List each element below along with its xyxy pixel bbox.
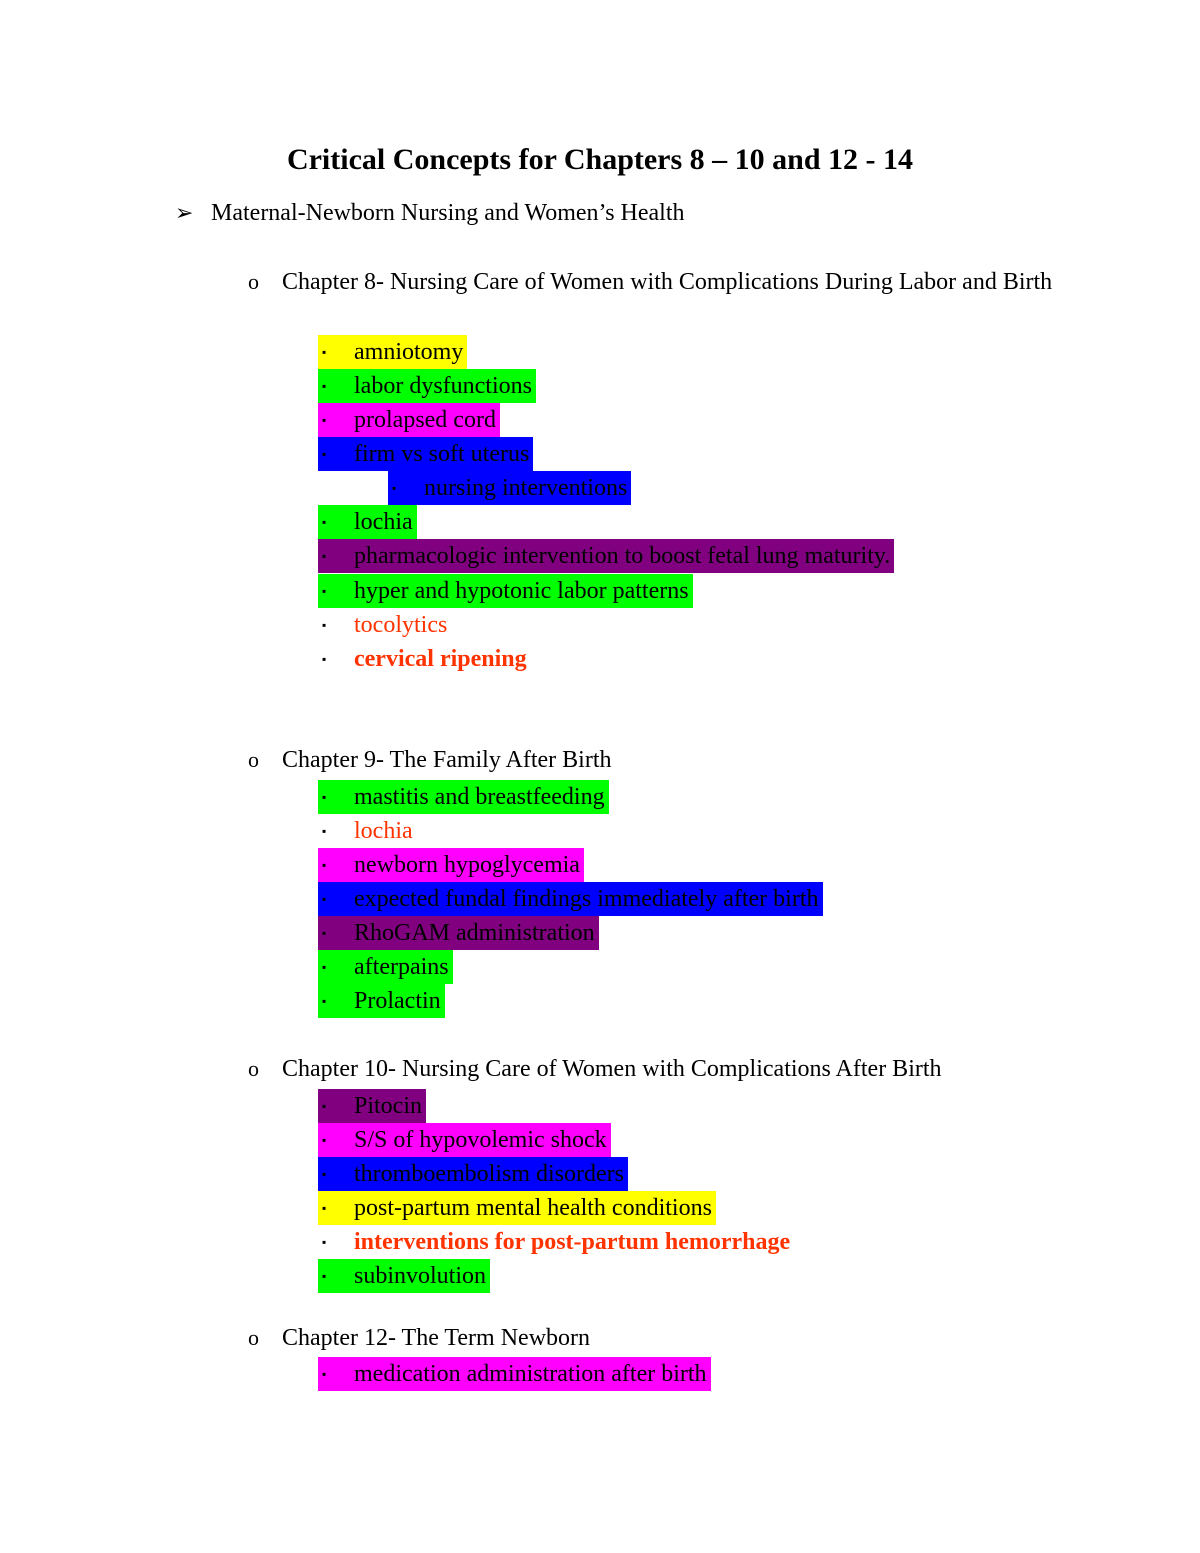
circle-bullet-icon: o	[248, 1325, 259, 1350]
chapter-title: Chapter 10- Nursing Care of Women with Complications After Birth	[282, 1056, 942, 1082]
square-bullet-icon: ▪	[322, 549, 327, 563]
square-bullet-icon: ▪	[322, 584, 327, 598]
item-text: lochia	[354, 818, 413, 844]
item-text: firm vs soft uterus	[354, 441, 530, 467]
square-bullet-icon: ▪	[322, 960, 327, 974]
list-item	[318, 505, 417, 539]
list-item	[318, 1089, 426, 1123]
list-item	[318, 1225, 794, 1259]
circle-bullet-icon: o	[248, 269, 259, 294]
item-text: post-partum mental health conditions	[354, 1195, 712, 1221]
square-bullet-icon: ▪	[322, 379, 327, 393]
list-item	[318, 1259, 490, 1293]
square-bullet-icon: ▪	[322, 1235, 327, 1249]
arrow-bullet-icon: ➢	[175, 200, 194, 225]
item-text: lochia	[354, 509, 413, 535]
square-bullet-icon: ▪	[322, 858, 327, 872]
chapter-heading	[248, 742, 1068, 778]
item-text: nursing interventions	[424, 475, 628, 501]
list-item	[318, 848, 584, 882]
item-text: Prolactin	[354, 988, 441, 1014]
item-text: tocolytics	[354, 612, 448, 638]
list-item	[318, 403, 500, 437]
list-item	[318, 882, 823, 916]
item-text: labor dysfunctions	[354, 373, 532, 399]
square-bullet-icon: ▪	[322, 515, 327, 529]
square-bullet-icon: ▪	[322, 1099, 327, 1113]
square-bullet-icon: ▪	[322, 1201, 327, 1215]
list-item	[318, 984, 445, 1018]
square-bullet-icon: ▪	[322, 1167, 327, 1181]
list-item	[318, 574, 693, 608]
list-item	[318, 1357, 711, 1391]
page-title: Critical Concepts for Chapters 8 – 10 and 12 - 14	[286, 143, 914, 176]
square-bullet-icon: ▪	[322, 790, 327, 804]
list-item	[318, 335, 467, 369]
square-bullet-icon: ▪	[322, 1133, 327, 1147]
item-text: S/S of hypovolemic shock	[354, 1127, 607, 1153]
chapter-heading	[248, 264, 1068, 300]
square-bullet-icon: ▪	[322, 447, 327, 461]
list-item	[318, 780, 609, 814]
square-bullet-icon: ▪	[322, 1367, 327, 1381]
list-item	[318, 539, 894, 573]
chapter-heading	[248, 1051, 1068, 1087]
square-bullet-icon: ▪	[322, 345, 327, 359]
item-text: RhoGAM administration	[354, 920, 595, 946]
square-bullet-icon: ▪	[322, 824, 327, 838]
item-text: expected fundal findings immediately after birth	[354, 886, 819, 912]
chapter-title: Chapter 9- The Family After Birth	[282, 747, 612, 773]
list-item	[318, 916, 599, 950]
list-item	[318, 642, 531, 676]
item-text: interventions for post-partum hemorrhage	[354, 1229, 791, 1255]
square-bullet-icon: ▪	[322, 892, 327, 906]
item-text: subinvolution	[354, 1263, 487, 1289]
square-bullet-icon: ▪	[322, 652, 327, 666]
item-text: cervical ripening	[354, 646, 527, 672]
item-text: Pitocin	[354, 1093, 423, 1119]
list-item	[318, 950, 453, 984]
section-label: Maternal-Newborn Nursing and Women’s Health	[211, 200, 685, 226]
square-bullet-icon: ▪	[322, 994, 327, 1008]
section-heading	[175, 196, 685, 230]
list-item	[388, 471, 631, 505]
square-bullet-icon: ▪	[392, 481, 397, 495]
chapter-heading	[248, 1320, 1068, 1356]
square-bullet-icon: ▪	[322, 926, 327, 940]
list-item	[318, 608, 451, 642]
item-text: thromboembolism disorders	[354, 1161, 624, 1187]
list-item	[318, 369, 536, 403]
item-text: medication administration after birth	[354, 1361, 707, 1387]
item-text: pharmacologic intervention to boost fetal lung maturity.	[354, 543, 891, 569]
item-text: prolapsed cord	[354, 407, 496, 433]
list-item	[318, 1157, 628, 1191]
chapter-title: Chapter 8- Nursing Care of Women with Complications During Labor and Birth	[282, 269, 1053, 295]
item-text: amniotomy	[354, 339, 464, 365]
square-bullet-icon: ▪	[322, 1269, 327, 1283]
list-item	[318, 1191, 716, 1225]
square-bullet-icon: ▪	[322, 413, 327, 427]
square-bullet-icon: ▪	[322, 618, 327, 632]
list-item	[318, 1123, 611, 1157]
circle-bullet-icon: o	[248, 747, 259, 772]
list-item	[318, 437, 533, 471]
item-text: afterpains	[354, 954, 449, 980]
circle-bullet-icon: o	[248, 1056, 259, 1081]
item-text: mastitis and breastfeeding	[354, 784, 605, 810]
item-text: hyper and hypotonic labor patterns	[354, 578, 689, 604]
list-item	[318, 814, 417, 848]
chapter-title: Chapter 12- The Term Newborn	[282, 1325, 591, 1351]
item-text: newborn hypoglycemia	[354, 852, 580, 878]
